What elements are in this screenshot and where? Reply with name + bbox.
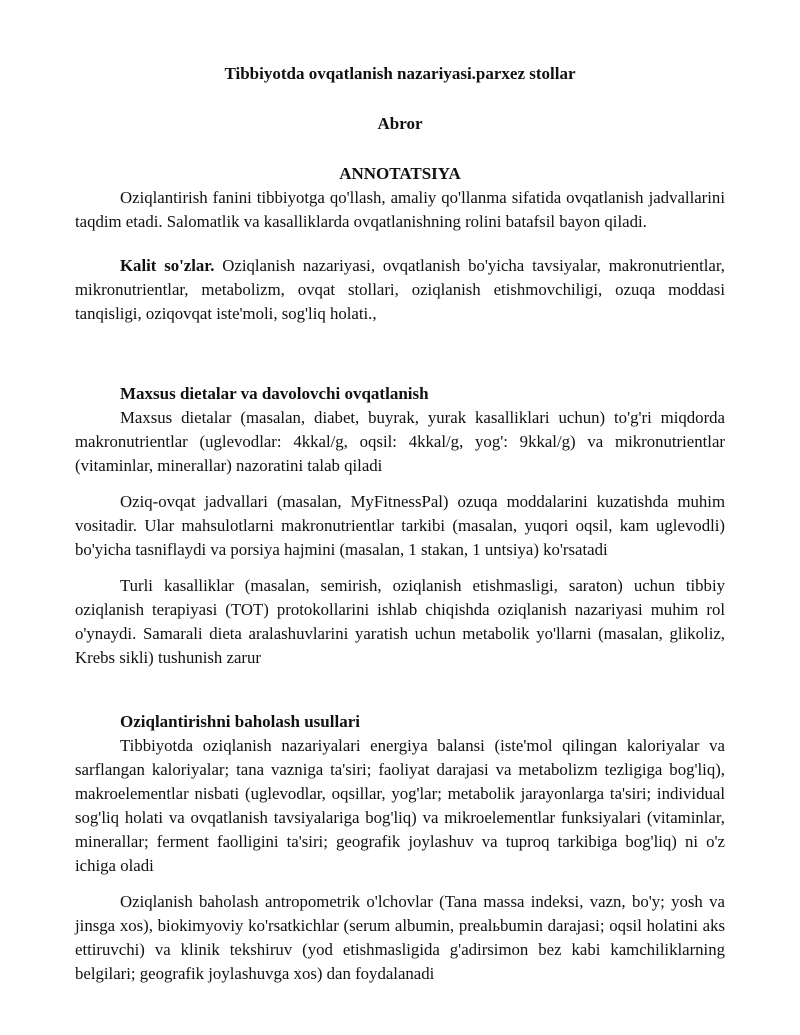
section1-paragraph: Maxsus dietalar (masalan, diabet, buyrak, yurak kasalliklari uchun) to'g'ri miqdorda makronutrientlar (uglevodlar: 4kkal/g, oqsil: 4kkal/g, yog': 9kkal/g) va mikronutrientlar (vitaminlar, minerallar) nazoratini talab qiladi — [75, 408, 725, 475]
annotation-paragraph: Oziqlantirish fanini tibbiyotga qo'llash, amaliy qo'llanma sifatida ovqatlanish jadvallarini taqdim etadi. Salomatlik va kasalliklarda ovqatlanishning rolini batafsil bayon qiladi. — [75, 188, 725, 231]
annotation-heading: ANNOTATSIYA — [339, 164, 461, 183]
keywords-label: Kalit so'zlar. — [120, 256, 215, 275]
section2-paragraph: Tibbiyotda oziqlanish nazariyalari energiya balansi (iste'mol qilingan kaloriyalar va sarflangan kaloriyalar; tana vazniga ta'siri; faoliyat darajasi va metabolizm tezligiga bog'liq), makroelementlar nisbati (uglevodlar, oqsillar, yog'lar; metabolik jarayonlarga ta'siri; individual sog'liq holati va ovqatlanish tavsiyalariga bog'liq) va mikroelementlar funksiyalari (vitaminlar, minerallar; ferment faolligini ta'siri; geografik joylashuv va tuproq tarkibiga bog'liq) ni o'z ichiga oladi — [75, 736, 725, 875]
section-heading-special-diets: Maxsus dietalar va davolovchi ovqatlanish — [120, 384, 429, 403]
keywords-paragraph — [75, 254, 725, 326]
section-heading-assessment-methods: Oziqlantirishni baholash usullari — [120, 712, 360, 731]
document-page — [75, 62, 725, 986]
section2-paragraph: Oziqlanish baholash antropometrik o'lchovlar (Tana massa indeksi, vazn, bo'y; yosh va jinsga xos), biokimyoviy ko'rsatkichlar (serum albumin, prealьbumin darajasi; oqsil holatini aks ettiruvchi) va klinik tekshiruv (yod etishmasligida g'adirsimon bez kabi kamchiliklarning belgilari; geografik joylashuvga xos) dan foydalanadi — [75, 892, 725, 983]
section1-paragraph: Turli kasalliklar (masalan, semirish, oziqlanish etishmasligi, saraton) uchun tibbiy oziqlanish terapiyasi (TOT) protokollarini ishlab chiqishda oziqlanish nazariyasi muhim rol o'ynaydi. Samarali dieta aralashuvlarini yaratish uchun metabolik yo'llarni (masalan, glikoliz, Krebs sikli) tushunish zarur — [75, 576, 725, 667]
section1-paragraph: Oziq-ovqat jadvallari (masalan, MyFitnessPal) ozuqa moddalarini kuzatishda muhim vositadir. Ular mahsulotlarni makronutrientlar tarkibi (masalan, yuqori oqsil, kam uglevodli) bo'yicha tasniflaydi va porsiya hajmini (masalan, 1 stakan, 1 untsiya) ko'rsatadi — [75, 492, 725, 559]
keywords-text: Oziqlanish nazariyasi, ovqatlanish bo'yicha tavsiyalar, makronutrientlar, mikronutrientlar, metabolizm, ovqat stollari, oziqlanish etishmovchiligi, ozuqa moddasi tanqisligi, oziqovqat iste'moli, sog'liq holati., — [75, 256, 725, 323]
document-author: Abror — [377, 114, 423, 133]
document-title: Tibbiyotda ovqatlanish nazariyasi.parxez stollar — [224, 64, 576, 83]
